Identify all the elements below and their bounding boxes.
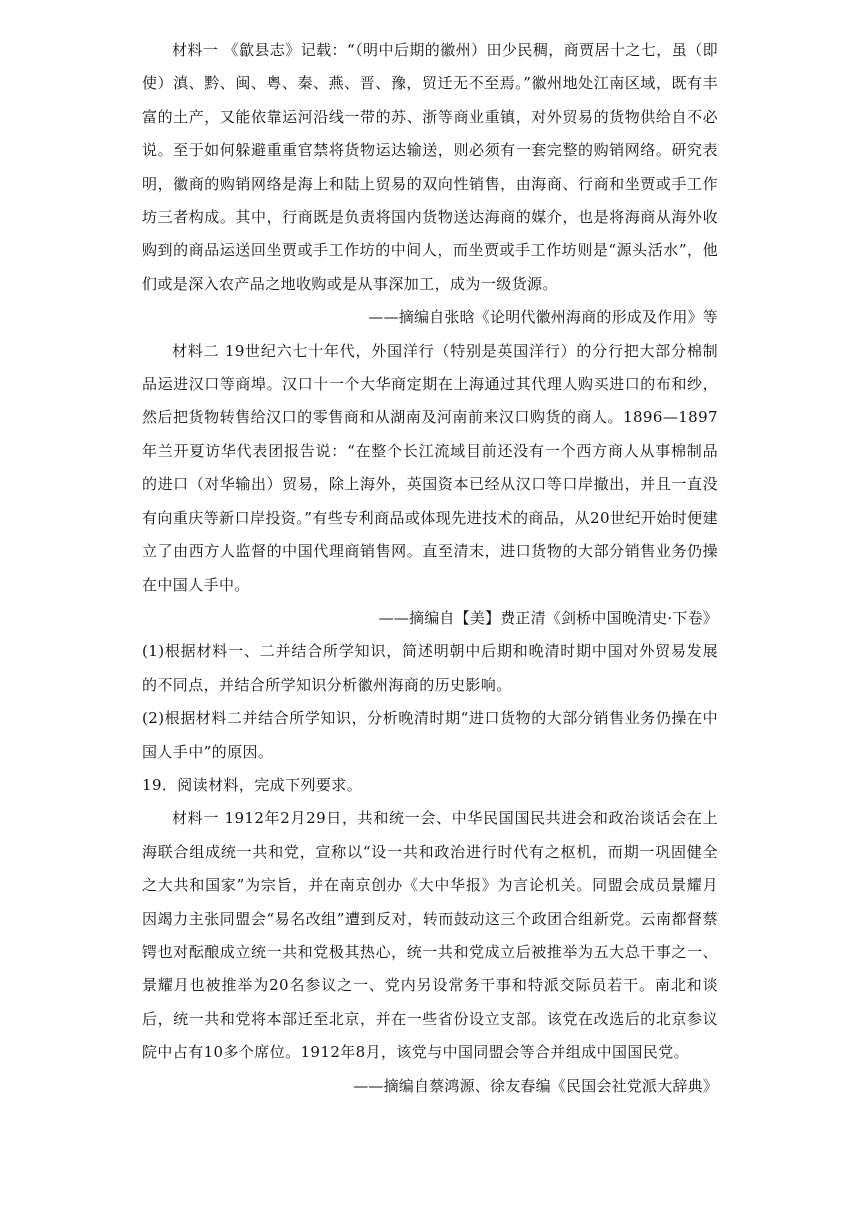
material-2-label: 材料二 bbox=[172, 341, 220, 360]
question-19-material-1-paragraph bbox=[142, 802, 718, 1069]
material-2-text: 19世纪六七十年代，外国洋行（特别是英国洋行）的分行把大部分棉制品运进汉口等商埠。汉口十一个大华商定期在上海通过其代理人购买进口的布和纱，然后把货物转售给汉口的零售商和从湖南及河南前来汉口购货的商人。1896—1897年兰开夏访华代表团报告说：“在整个长江流域目前还没有一个西方商人从事棉制品的进口（对华输出）贸易，除上海外，英国资本已经从汉口等口岸撤出，并且一直没有向重庆等新口岸投资。”有些专利商品或体现先进技术的商品，从20世纪开始时便建立了由西方人监督的中国代理商销售网。直至清末，进口货物的大部分销售业务仍操在中国人手中。 bbox=[142, 341, 719, 594]
material-1-text: 《歙县志》记载：“（明中后期的徽州）田少民稠，商贾居十之七，虽（即使）滇、黔、闽、粤、秦、燕、晋、豫，贸迁无不至焉。”徽州地处江南区域，既有丰富的土产，又能依靠运河沿线一带的苏、浙等商业重镇，对外贸易的货物供给自不必说。至于如何躲避重重官禁将货物运达输送，则必须有一套完整的购销网络。研究表明，徽商的购销网络是海上和陆上贸易的双向性销售，由海商、行商和坐贾或手工作坊三者构成。其中，行商既是负责将国内货物送达海商的媒介，也是将海商从海外收购到的商品运送回坐贾或手工作坊的中间人，而坐贾或手工作坊则是“源头活水”，他们或是深入农产品之地收购或是从事深加工，成为一级货源。 bbox=[142, 41, 718, 293]
material-2-paragraph bbox=[142, 335, 718, 602]
question-1: (1)根据材料一、二并结合所学知识，简述明朝中后期和晚清时期中国对外贸易发展的不同点，并结合所学知识分析徽州海商的历史影响。 bbox=[142, 642, 718, 694]
question-2: (2)根据材料二并结合所学知识，分析晚清时期“进口货物的大部分销售业务仍操在中国人手中”的原因。 bbox=[142, 709, 718, 761]
question-19-material-1-source: ——摘编自蔡鸿源、徐友春编《民国会社党派大辞典》 bbox=[353, 1076, 718, 1095]
material-1-label: 材料一 bbox=[172, 41, 219, 59]
material-2-source: ——摘编自【美】费正清《剑桥中国晚清史·下卷》 bbox=[378, 608, 718, 627]
material-1-paragraph bbox=[142, 34, 718, 301]
document-content bbox=[142, 34, 718, 1103]
question-19-material-1-text: 1912年2月29日，共和统一会、中华民国国民共进会和政治谈话会在上海联合组成统一共和党，宣称以“设一共和政治进行时代有之枢机，而期一巩固健全之大共和国家”为宗旨，并在南京创办《大中华报》为言论机关。同盟会成员景耀月因竭力主张同盟会“易名改组”遭到反对，转而鼓动这三个政团合组新党。云南都督蔡锷也对酝酿成立统一共和党极其热心，统一共和党成立后被推举为五大总干事之一、景耀月也被推举为20名参议之一、党内另设常务干事和特派交际员若干。南北和谈后，统一共和党将本部迁至北京，并在一些省份设立支部。该党在改选后的北京参议院中占有10多个席位。1912年8月，该党与中国同盟会等合并组成中国国民党。 bbox=[142, 809, 718, 1062]
question-19-title: 19．阅读材料，完成下列要求。 bbox=[142, 775, 363, 794]
question-19-material-1-label: 材料一 bbox=[172, 809, 220, 828]
material-1-source: ——摘编自张晗《论明代徽州海商的形成及作用》等 bbox=[368, 308, 718, 327]
